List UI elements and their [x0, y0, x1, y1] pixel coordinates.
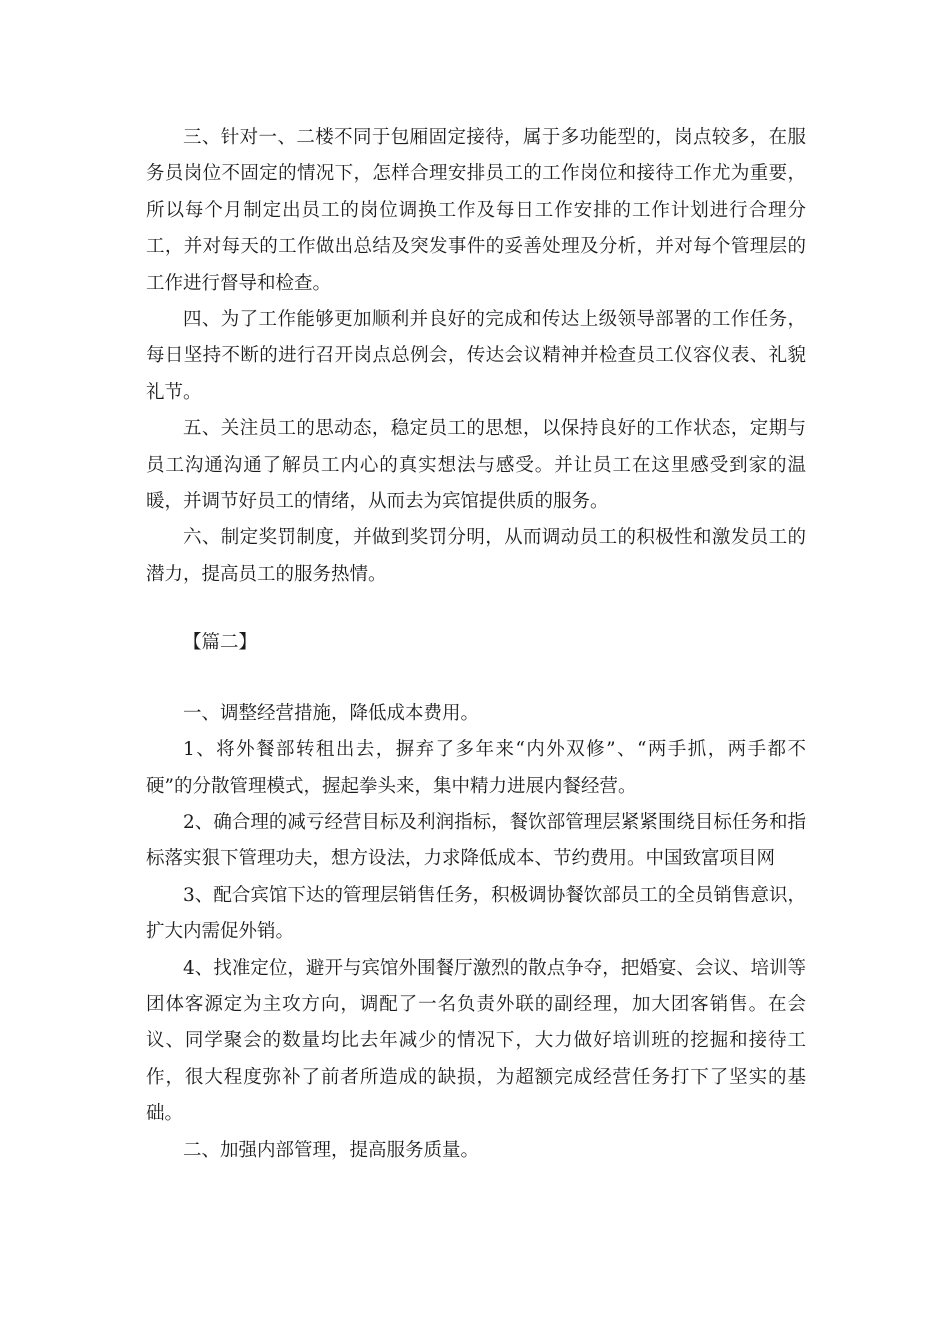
document-page: [146, 120, 806, 1169]
paragraph-item-2: 2、确合理的减亏经营目标及利润指标，餐饮部管理层紧紧围绕目标任务和指标落实狠下管理功夫，想方设法，力求降低成本、节约费用。中国致富项目网: [146, 811, 806, 870]
paragraph-heading-1: 一、调整经营措施，降低成本费用。: [183, 702, 480, 724]
paragraph-item-4: 4、找准定位，避开与宾馆外围餐厅激烈的散点争夺，把婚宴、会议、培训等团体客源定为主攻方向，调配了一名负责外联的副经理，加大团客销售。在会议、同学聚会的数量均比去年减少的情况下，大力做好培训班的挖掘和接待工作，很大程度弥补了前者所造成的缺损，为超额完成经营任务打下了坚实的基础。: [146, 957, 806, 1125]
paragraph-section-4: 四、为了工作能够更加顺利并良好的完成和传达上级领导部署的工作任务，每日坚持不断的进行召开岗点总例会，传达会议精神并检查员工仪容仪表、礼貌礼节。: [146, 309, 806, 403]
paragraph-section-6: 六、制定奖罚制度，并做到奖罚分明，从而调动员工的积极性和激发员工的潜力，提高员工的服务热情。: [146, 527, 806, 585]
paragraph-section-5: 五、关注员工的思动态，稳定员工的思想，以保持良好的工作状态，定期与员工沟通沟通了解员工内心的真实想法与感受。并让员工在这里感受到家的温暖，并调节好员工的情绪，从而去为宾馆提供质的服务。: [146, 418, 806, 513]
section-heading-part-two: 【篇二】: [183, 632, 258, 654]
paragraph-heading-2: 二、加强内部管理，提高服务质量。: [183, 1139, 480, 1161]
paragraph-item-1: 1、将外餐部转租出去，摒弃了多年来“内外双修”、“两手抓，两手都不硬”的分散管理模式，握起拳头来，集中精力进展内餐经营。: [146, 739, 806, 797]
paragraph-section-3: 三、针对一、二楼不同于包厢固定接待，属于多功能型的，岗点较多，在服务员岗位不固定的情况下，怎样合理安排员工的工作岗位和接待工作尤为重要，所以每个月制定出员工的岗位调换工作及每日工作安排的工作计划进行合理分工，并对每天的工作做出总结及突发事件的妥善处理及分析，并对每个管理层的工作进行督导和检查。: [146, 127, 806, 294]
paragraph-item-3: 3、配合宾馆下达的管理层销售任务，积极调协餐饮部员工的全员销售意识，扩大内需促外销。: [146, 884, 806, 943]
